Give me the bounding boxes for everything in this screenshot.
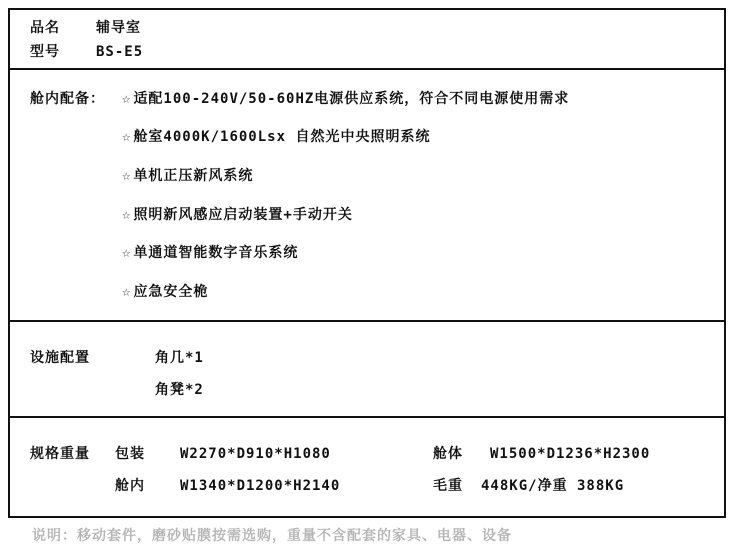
divider bbox=[10, 416, 724, 418]
inner-label: 舱内 bbox=[115, 478, 145, 494]
facility-item: 角凳*2 bbox=[155, 382, 204, 398]
model-label: 型号 bbox=[30, 44, 60, 60]
star-icon: ☆ bbox=[122, 91, 132, 107]
config-item: ☆ 舱室4000K/1600Lsx 自然光中央照明系统 bbox=[122, 129, 431, 145]
divider bbox=[10, 68, 724, 70]
product-name-label: 品名 bbox=[30, 20, 60, 36]
body-value: W1500*D1236*H2300 bbox=[490, 446, 651, 462]
config-item: ☆ 应急安全桅 bbox=[122, 284, 209, 300]
config-label: 舱内配备： bbox=[30, 91, 105, 107]
model-value: BS-E5 bbox=[96, 44, 144, 60]
specs-label: 规格重量 bbox=[30, 446, 90, 462]
package-label: 包装 bbox=[115, 446, 145, 462]
weight-label: 毛重 bbox=[433, 478, 463, 494]
config-item: ☆ 照明新风感应启动装置+手动开关 bbox=[122, 207, 353, 223]
config-item: ☆ 单通道智能数字音乐系统 bbox=[122, 245, 299, 261]
config-item: ☆ 适配100-240V/50-60HZ电源供应系统，符合不同电源使用需求 bbox=[122, 91, 570, 107]
spec-sheet bbox=[8, 8, 726, 518]
star-icon: ☆ bbox=[122, 129, 132, 145]
body-label: 舱体 bbox=[433, 446, 463, 462]
star-icon: ☆ bbox=[122, 245, 132, 261]
star-icon: ☆ bbox=[122, 168, 132, 184]
package-value: W2270*D910*H1080 bbox=[180, 446, 331, 462]
config-item: ☆ 单机正压新风系统 bbox=[122, 168, 254, 184]
star-icon: ☆ bbox=[122, 207, 132, 223]
footnote: 说明：移动套件，磨砂贴膜按需选购，重量不含配套的家具、电器、设备 bbox=[32, 528, 512, 544]
product-name-value: 辅导室 bbox=[96, 20, 141, 36]
facility-item: 角几*1 bbox=[155, 350, 204, 366]
divider bbox=[10, 320, 724, 322]
facilities-label: 设施配置 bbox=[30, 350, 90, 366]
inner-value: W1340*D1200*H2140 bbox=[180, 478, 341, 494]
weight-value: 448KG/净重 388KG bbox=[481, 478, 625, 494]
star-icon: ☆ bbox=[122, 284, 132, 300]
